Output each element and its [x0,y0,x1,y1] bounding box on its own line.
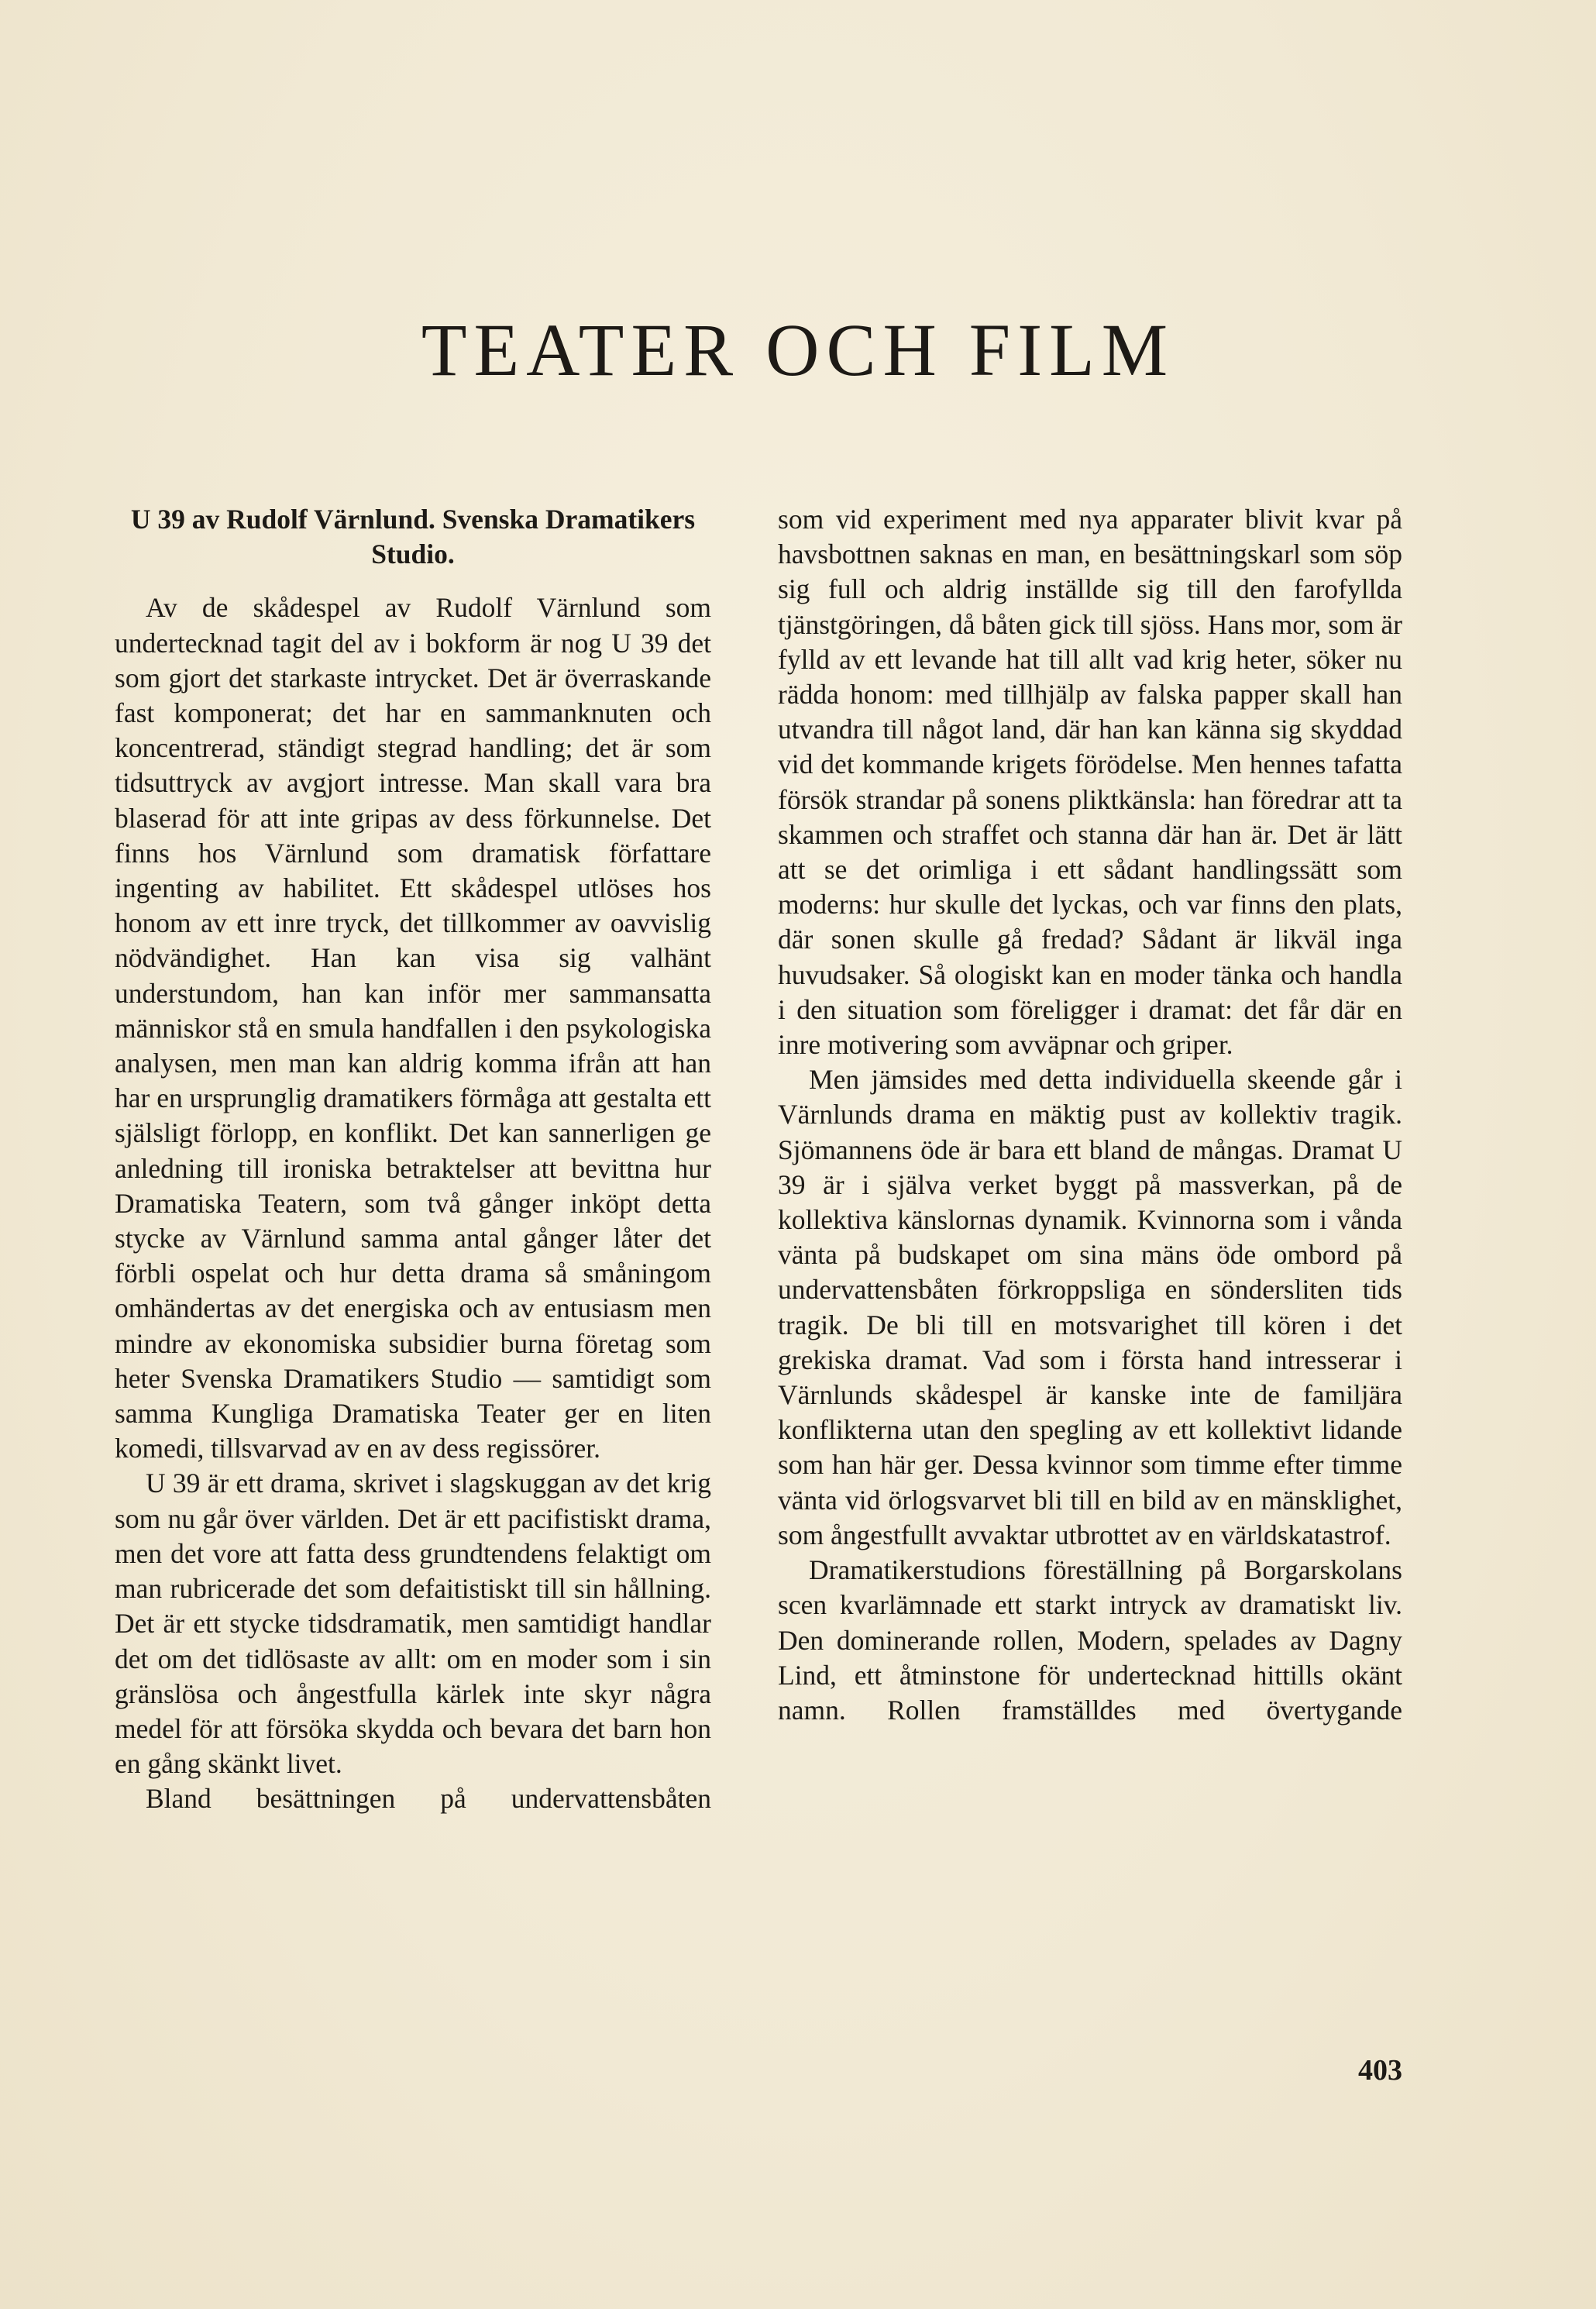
right-paragraph-1: som vid experiment med nya apparater blivit kvar på havsbottnen saknas en man, en besättningskarl som söp sig full och aldrig inställde sig till den farofyllda tjänstgöringen, då båten gick till sjöss. Hans mor, som är fylld av ett levande hat till allt vad krig heter, söker nu rädda honom: med tillhjälp av falska papper skall han utvandra till något land, där han kan känna sig skyddad vid det kommande krigets förödelse. Men hennes tafatta försök strandar på sonens pliktkänsla: han föredrar att ta skammen och straffet och stanna där han är. Det är lätt att se det orimliga i ett sådant handlingssätt som moderns: hur skulle det lyckas, och var finns den plats, där sonen skulle gå fredad? Sådant är likväl inga huvudsaker. Så ologiskt kan en moder tänka och handla i den situation som föreligger i dramat: det får där en inre motivering som avväpnar och griper. [778,504,1402,1061]
right-paragraph-3: Dramatikerstudions föreställning på Borgarskolans scen kvarlämnade ett starkt intryck av dramatiskt liv. Den dominerande rollen, Modern, spelades av Dagny Lind, ett åtminstone för undertecknad hittills okänt namn. Rollen framställdes med övertygande [778,1554,1402,1726]
left-column [115,502,711,1817]
page-number: 403 [1358,2054,1402,2087]
left-paragraph-1: Av de skådespel av Rudolf Värnlund som undertecknad tagit del av i bokform är nog U 39 det som gjort det starkaste intrycket. Det är överraskande fast komponerat; det har en sammanknuten och koncentrerad, ständigt stegrad handling; det är som tidsuttryck av avgjort intresse. Man skall vara bra blaserad för att inte gripas av dess förkunnelse. Det finns hos Värnlund som dramatisk författare ingenting av habilitet. Ett skådespel utlöses hos honom av ett inre tryck, det tillkommer av oavvislig nödvändighet. Han kan visa sig valhänt understundom, han kan inför mer sammansatta människor stå en smula handfallen i den psykologiska analysen, men man kan aldrig komma ifrån att han har en ursprunglig dramatikers förmåga att gestalta ett själsligt förlopp, en konflikt. Det kan sannerligen ge anledning till ironiska betraktelser att bevittna hur Dramatiska Teatern, som två gånger inköpt detta stycke av Värnlund samma antal gånger låter det förbli ospelat och hur detta drama så småningom omhändertas av det energiska och av entusiasm men mindre av ekonomiska subsidier burna företag som heter Svenska Dramatikers Studio — samtidigt som samma Kungliga Dramatiska Teater ger en liten komedi, tillsvarvad av en av dess regissörer. [115,592,711,1464]
review-heading: U 39 av Rudolf Värnlund. Svenska Dramatikers Studio. [130,504,696,570]
left-paragraph-3: Bland besättningen på undervattensbåten [146,1783,711,1815]
section-title: TEATER OCH FILM [421,308,1175,391]
left-paragraph-2: U 39 är ett drama, skrivet i slagskuggan av det krig som nu går över världen. Det är ett pacifistiskt drama, men det vore att fatta dess grundtendens felaktigt om man rubricerade det som defaitistiskt till sin hållning. Det är ett stycke tidsdramatik, men samtidigt handlar det om det tidlösaste av allt: om en moder som i sin gränslösa och ångestfulla kärlek inte skyr några medel för att försöka skydda och bevara det barn hon en gång skänkt livet. [115,1468,711,1780]
right-paragraph-2: Men jämsides med detta individuella skeende går i Värnlunds drama en mäktig pust av kollektiv tragik. Sjömannens öde är bara ett bland de mångas. Dramat U 39 är i själva verket byggt på massverkan, på de kollektiva känslornas dynamik. Kvinnorna som i vånda vänta på budskapet om sina mäns öde ombord på undervattensbåten förkroppsliga en söndersliten tids tragik. De bli till en motsvarighet till kören i det grekiska dramat. Vad som i första hand intresserar i Värnlunds skådespel är kanske inte de familjära konflikterna utan den spegling av ett kollektivt lidande som han här ger. Dessa kvinnor som timme efter timme vänta vid örlogsvarvet bli till en bild av en mänsklighet, som ångestfullt avvaktar utbrottet av en världskatastrof. [778,1064,1402,1550]
right-column [778,502,1402,1728]
